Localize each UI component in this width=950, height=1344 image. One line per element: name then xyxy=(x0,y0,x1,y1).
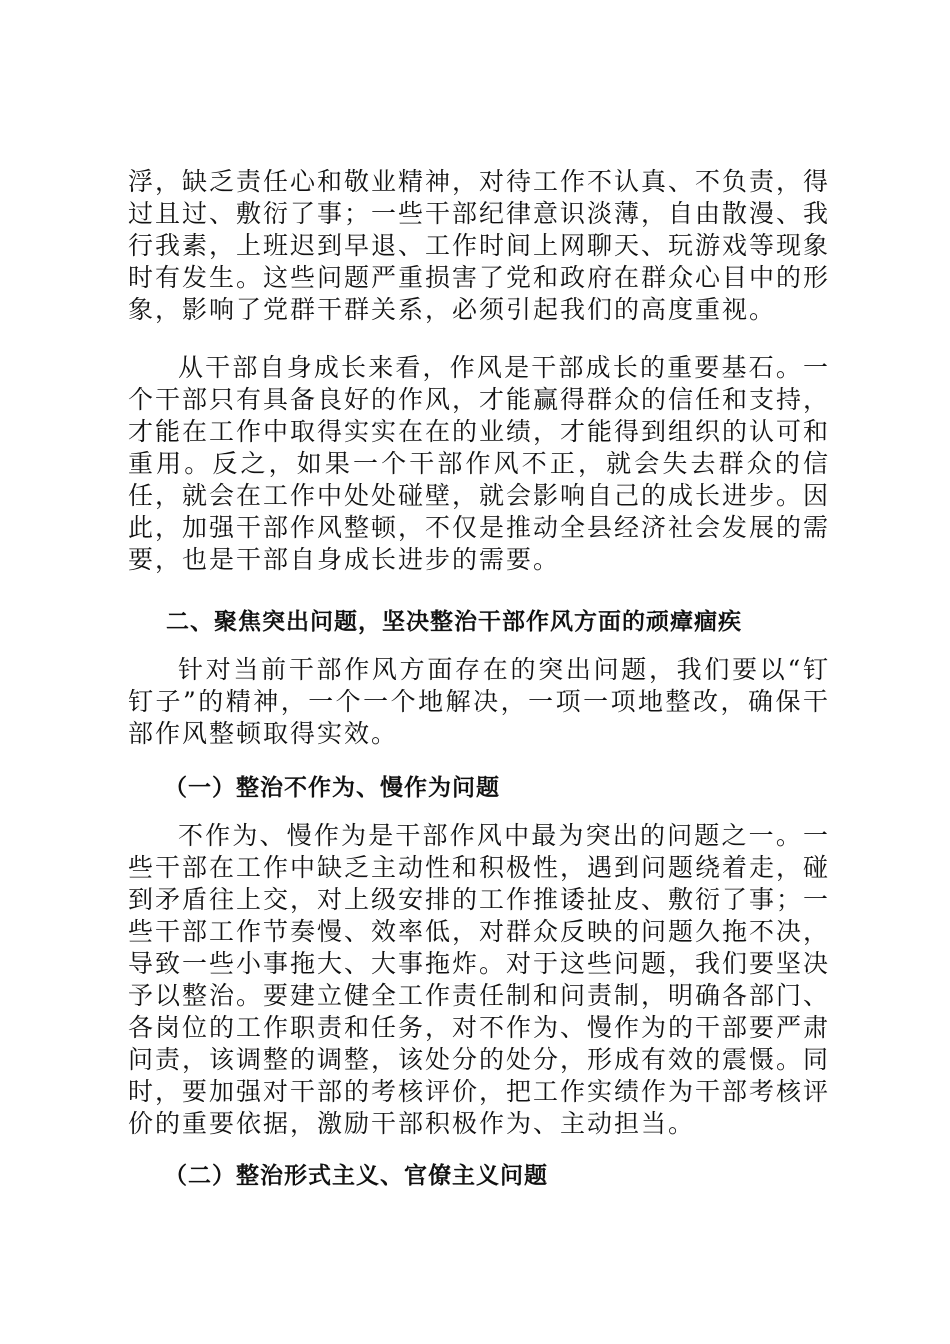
subsection-heading: （二）整治形式主义、官僚主义问题 xyxy=(164,1163,548,1189)
body-paragraph: 针对当前干部作风方面存在的突出问题，我们要以“钉钉子”的精神，一个一个地解决，一项一项地整改，确保干部作风整顿取得实效。 xyxy=(128,655,830,748)
document-page xyxy=(128,166,830,1192)
section-heading: 二、聚焦突出问题，坚决整治干部作风方面的顽瘴痼疾 xyxy=(166,609,742,635)
body-paragraph: 浮，缺乏责任心和敬业精神，对待工作不认真、不负责，得过且过、敷衍了事；一些干部纪律意识淡薄，自由散漫、我行我素，上班迟到早退、工作时间上网聊天、玩游戏等现象时有发生。这些问题严重损害了党和政府在群众心目中的形象，影响了党群干群关系，必须引起我们的高度重视。 xyxy=(128,167,831,324)
subsection-heading: （一）整治不作为、慢作为问题 xyxy=(164,775,500,801)
body-paragraph: 从干部自身成长来看，作风是干部成长的重要基石。一个干部只有具备良好的作风，才能赢得群众的信任和支持，才能在工作中取得实实在在的业绩，才能得到组织的认可和重用。反之，如果一个干部作风不正，就会失去群众的信任，就会在工作中处处碰壁，就会影响自己的成长进步。因此，加强干部作风整顿，不仅是推动全县经济社会发展的需要，也是干部自身成长进步的需要。 xyxy=(128,353,831,574)
body-paragraph: 不作为、慢作为是干部作风中最为突出的问题之一。一些干部在工作中缺乏主动性和积极性，遇到问题绕着走，碰到矛盾往上交，对上级安排的工作推诿扯皮、敷衍了事；一些干部工作节奏慢、效率低，对群众反映的问题久拖不决，导致一些小事拖大、大事拖炸。对于这些问题，我们要坚决予以整治。要建立健全工作责任制和问责制，明确各部门、各岗位的工作职责和任务，对不作为、慢作为的干部要严肃问责，该调整的调整，该处分的处分，形成有效的震慑。同时，要加强对干部的考核评价，把工作实绩作为干部考核评价的重要依据，激励干部积极作为、主动担当。 xyxy=(128,821,831,1138)
